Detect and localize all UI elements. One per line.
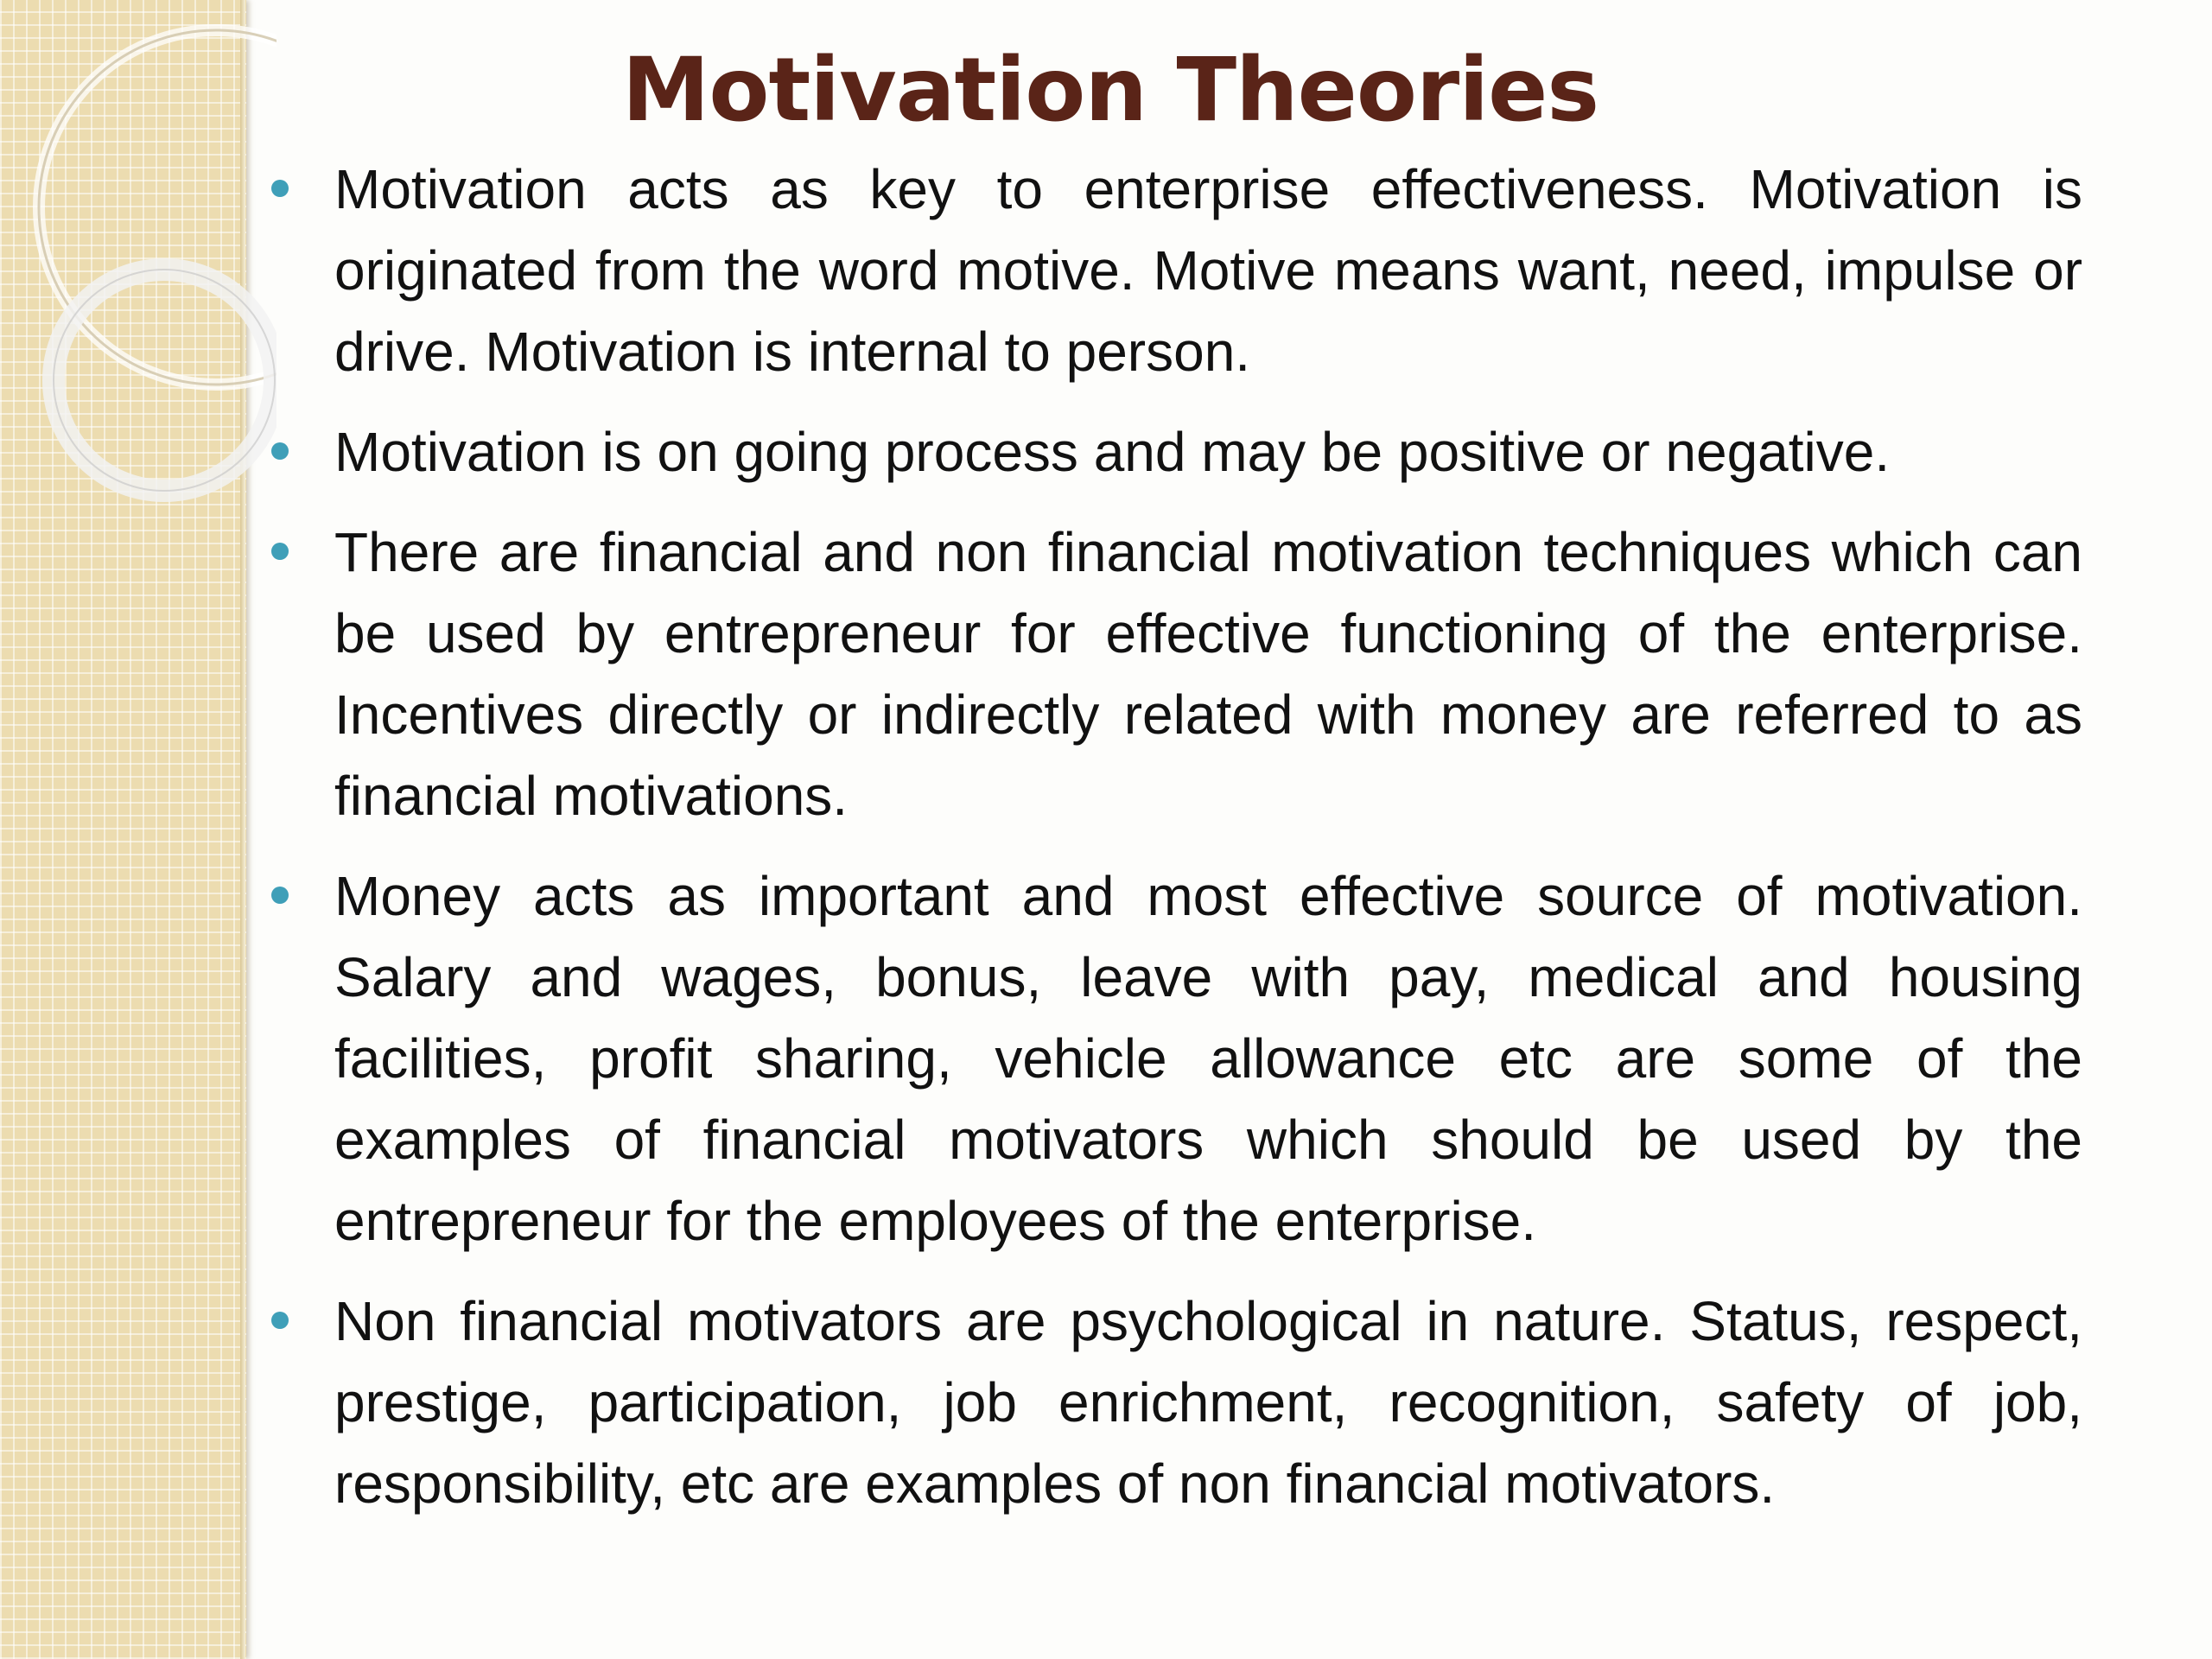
bullet-item: [259, 411, 2082, 493]
bullet-dot-icon: [271, 1312, 289, 1329]
decorative-side-strip: [0, 0, 246, 1659]
bullet-text: There are financial and non financial motivation techniques which can be used by entrepreneur for effective functioning of the enterprise. Incentives directly or indirectly related with money are referred to as financial motivations.: [334, 521, 2082, 827]
bullet-item: [259, 512, 2082, 836]
bullet-dot-icon: [271, 887, 289, 904]
bullet-list: [259, 149, 2082, 1543]
bullet-item: [259, 1281, 2082, 1524]
bullet-dot-icon: [271, 543, 289, 560]
bullet-text: Motivation acts as key to enterprise effectiveness. Motivation is originated from the word motive. Motive means want, need, impulse or drive. Motivation is internal to person.: [334, 158, 2082, 383]
bullet-dot-icon: [271, 180, 289, 197]
bullet-text: Money acts as important and most effective source of motivation. Salary and wages, bonus, leave with pay, medical and housing facilities, profit sharing, vehicle allowance etc are some of the examples of financial motivators which should be used by the entrepreneur for the employees of the enterprise.: [334, 865, 2082, 1252]
side-strip-edge: [240, 0, 245, 1659]
bullet-dot-icon: [271, 442, 289, 460]
slide-title: Motivation Theories: [621, 39, 1599, 142]
bullet-text: Non financial motivators are psychological in nature. Status, respect, prestige, participation, job enrichment, recognition, safety of job, responsibility, etc are examples of non financial motivators.: [334, 1290, 2082, 1515]
bullet-item: [259, 855, 2082, 1262]
bullet-item: [259, 149, 2082, 392]
bullet-text: Motivation is on going process and may be positive or negative.: [334, 421, 1891, 483]
